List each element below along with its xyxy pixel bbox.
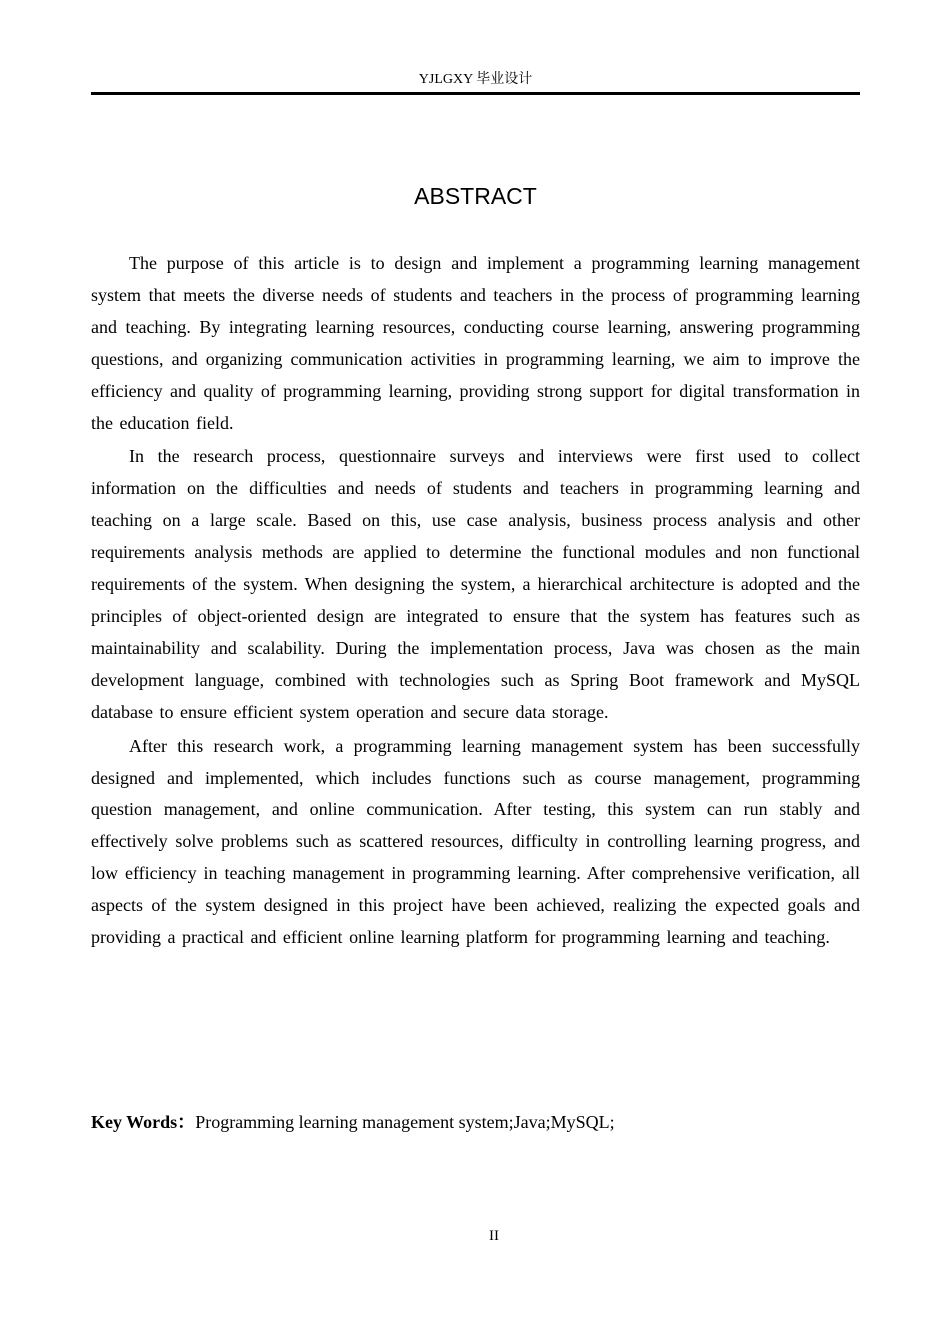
keywords-value: Programming learning management system;Java;MySQL; <box>195 1112 615 1132</box>
abstract-title: ABSTRACT <box>414 183 537 209</box>
page-header: YJLGXY 毕业设计 <box>418 72 533 87</box>
page-number: II <box>489 1228 499 1244</box>
header-rule <box>91 92 860 95</box>
abstract-paragraph-3: After this research work, a programming learning management system has been successfully designed and implemented, which includes functions such as course management, programming question management, and online communication. After testing, this system can run stably and effectively solve problems such as scattered resources, difficulty in controlling learning progress, and low efficiency in teaching management in programming learning. After comprehensive verification, all aspects of the system designed in this project have been achieved, realizing the expected goals and providing a practical and efficient online learning platform for programming learning and teaching. <box>91 735 860 948</box>
abstract-paragraph-1: The purpose of this article is to design and implement a programming learning management system that meets the diverse needs of students and teachers in the process of programming learning and teaching. By integrating learning resources, conducting course learning, answering programming questions, and organizing communication activities in programming learning, we aim to improve the efficiency and quality of programming learning, providing strong support for digital transformation in the education field. <box>91 253 860 433</box>
keywords <box>91 1107 860 1137</box>
abstract-paragraph-2: In the research process, questionnaire surveys and interviews were first used to collect information on the difficulties and needs of students and teachers in programming learning and teaching on a large scale. Based on this, use case analysis, business process analysis and other requirements analysis methods are applied to determine the functional modules and non functional requirements of the system. When designing the system, a hierarchical architecture is adopted and the principles of object-oriented design are integrated to ensure that the system has features such as maintainability and scalability. During the implementation process, Java was chosen as the main development language, combined with technologies such as Spring Boot framework and MySQL database to ensure efficient system operation and secure data storage. <box>91 446 860 722</box>
keywords-label: Key Words： <box>91 1112 196 1132</box>
abstract-body <box>91 248 860 956</box>
